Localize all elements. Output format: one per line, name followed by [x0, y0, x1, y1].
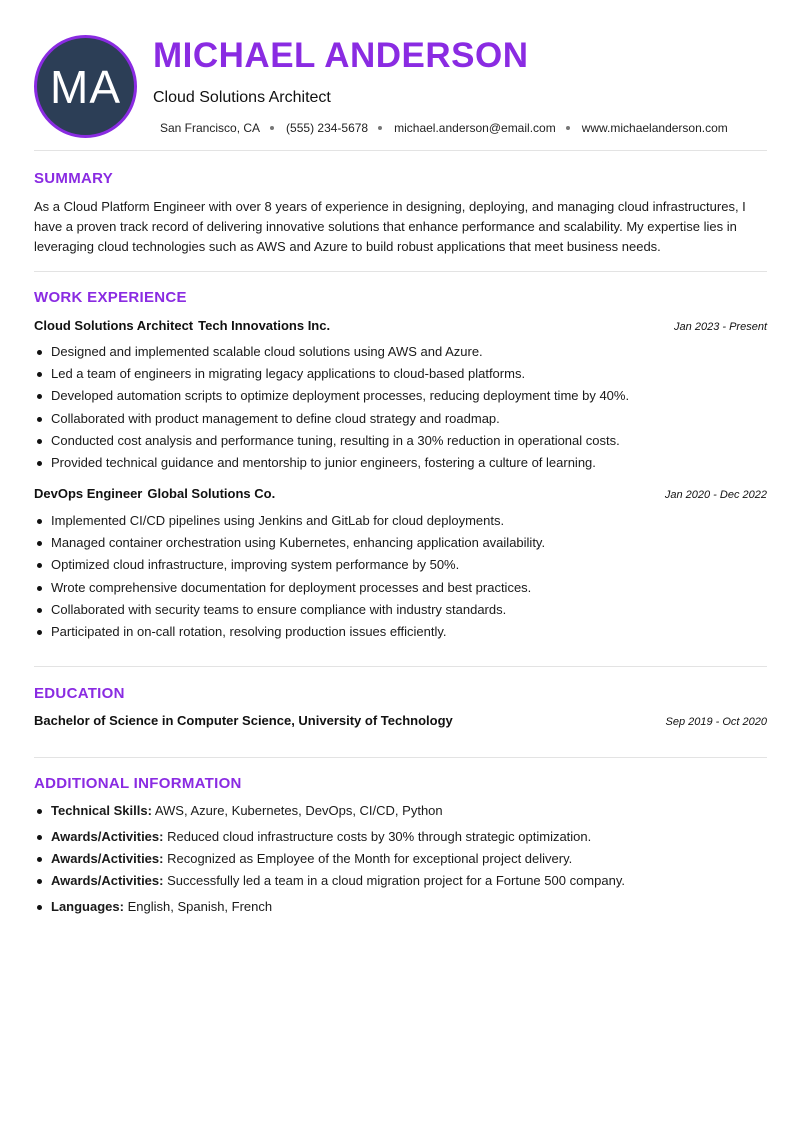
- additional-info-list: [34, 802, 767, 920]
- section-divider: [34, 666, 767, 667]
- education-dates: Sep 2019 - Oct 2020: [665, 716, 767, 728]
- avatar: [34, 35, 137, 138]
- job-bullet: Collaborated with product management to define cloud strategy and roadmap.: [34, 410, 767, 432]
- info-label: Awards/Activities:: [51, 873, 164, 888]
- candidate-role: Cloud Solutions Architect: [153, 89, 331, 106]
- candidate-name: MICHAEL ANDERSON: [153, 36, 529, 75]
- summary-heading: SUMMARY: [34, 170, 114, 187]
- section-divider: [34, 271, 767, 272]
- info-value: Reduced cloud infrastructure costs by 30% through strategic optimization.: [167, 829, 592, 844]
- job-title: DevOps Engineer: [34, 486, 143, 501]
- info-label: Technical Skills:: [51, 803, 152, 818]
- job-title-line: [34, 318, 330, 333]
- job-bullet: Participated in on-call rotation, resolving production issues efficiently.: [34, 623, 767, 645]
- education-heading: EDUCATION: [34, 685, 125, 702]
- job-bullet: Designed and implemented scalable cloud solutions using AWS and Azure.: [34, 343, 767, 365]
- job-title: Cloud Solutions Architect: [34, 318, 194, 333]
- contact-website[interactable]: www.michaelanderson.com: [581, 121, 728, 135]
- job-bullet: Provided technical guidance and mentorship to junior engineers, fostering a culture of learning.: [34, 454, 767, 476]
- info-item: [34, 898, 767, 920]
- job-bullet: Collaborated with security teams to ensure compliance with industry standards.: [34, 601, 767, 623]
- job-bullet: Implemented CI/CD pipelines using Jenkins and GitLab for cloud deployments.: [34, 512, 767, 534]
- info-label: Awards/Activities:: [51, 829, 164, 844]
- job-dates: Jan 2020 - Dec 2022: [664, 489, 767, 501]
- info-value: Recognized as Employee of the Month for exceptional project delivery.: [167, 851, 573, 866]
- info-item: [34, 872, 767, 898]
- education-entry: [34, 713, 767, 728]
- avatar-initials: MA: [50, 60, 121, 113]
- job-bullet: Wrote comprehensive documentation for deployment processes and best practices.: [34, 579, 767, 601]
- additional-heading: ADDITIONAL INFORMATION: [34, 775, 242, 792]
- job-bullet-list: [34, 343, 767, 476]
- separator-dot-icon: [270, 126, 274, 130]
- info-value: Successfully led a team in a cloud migration project for a Fortune 500 company.: [167, 873, 625, 888]
- job-bullet: Managed container orchestration using Kubernetes, enhancing application availability.: [34, 534, 767, 556]
- job-title-line: [34, 486, 275, 501]
- section-divider: [34, 757, 767, 758]
- separator-dot-icon: [378, 126, 382, 130]
- job-company: Tech Innovations Inc.: [198, 318, 331, 333]
- job-bullet: Developed automation scripts to optimize deployment processes, reducing deployment time by 40%.: [34, 387, 767, 409]
- contact-location: San Francisco, CA: [160, 121, 261, 135]
- job-bullet: Optimized cloud infrastructure, improving system performance by 50%.: [34, 556, 767, 578]
- info-label: Awards/Activities:: [51, 851, 164, 866]
- info-value: AWS, Azure, Kubernetes, DevOps, CI/CD, Python: [154, 803, 443, 818]
- education-degree: Bachelor of Science in Computer Science, University of Technology: [34, 713, 453, 728]
- contact-email[interactable]: michael.anderson@email.com: [394, 121, 556, 135]
- job-header: [34, 318, 767, 336]
- job-header: [34, 486, 767, 504]
- info-item: [34, 850, 767, 872]
- job-bullet: Led a team of engineers in migrating legacy applications to cloud-based platforms.: [34, 365, 767, 387]
- job-bullet: Conducted cost analysis and performance tuning, resulting in a 30% reduction in operational costs.: [34, 432, 767, 454]
- summary-text: As a Cloud Platform Engineer with over 8 years of experience in designing, deploying, and managing cloud infrastructures, I have a proven track record of delivering innovative solutions that enhance performance and scalability. My expertise lies in leveraging cloud technologies such as AWS and Azure to build robust applications that meet business needs.: [34, 199, 746, 254]
- job-bullet-list: [34, 512, 767, 645]
- contact-bar: [160, 121, 728, 135]
- section-divider: [34, 150, 767, 151]
- info-item: [34, 802, 767, 828]
- experience-heading: WORK EXPERIENCE: [34, 289, 187, 306]
- contact-phone[interactable]: (555) 234-5678: [286, 121, 369, 135]
- job-dates: Jan 2023 - Present: [674, 321, 767, 333]
- info-value: English, Spanish, French: [127, 899, 273, 914]
- separator-dot-icon: [566, 126, 570, 130]
- info-label: Languages:: [51, 899, 124, 914]
- info-item: [34, 828, 767, 850]
- job-company: Global Solutions Co.: [147, 486, 276, 501]
